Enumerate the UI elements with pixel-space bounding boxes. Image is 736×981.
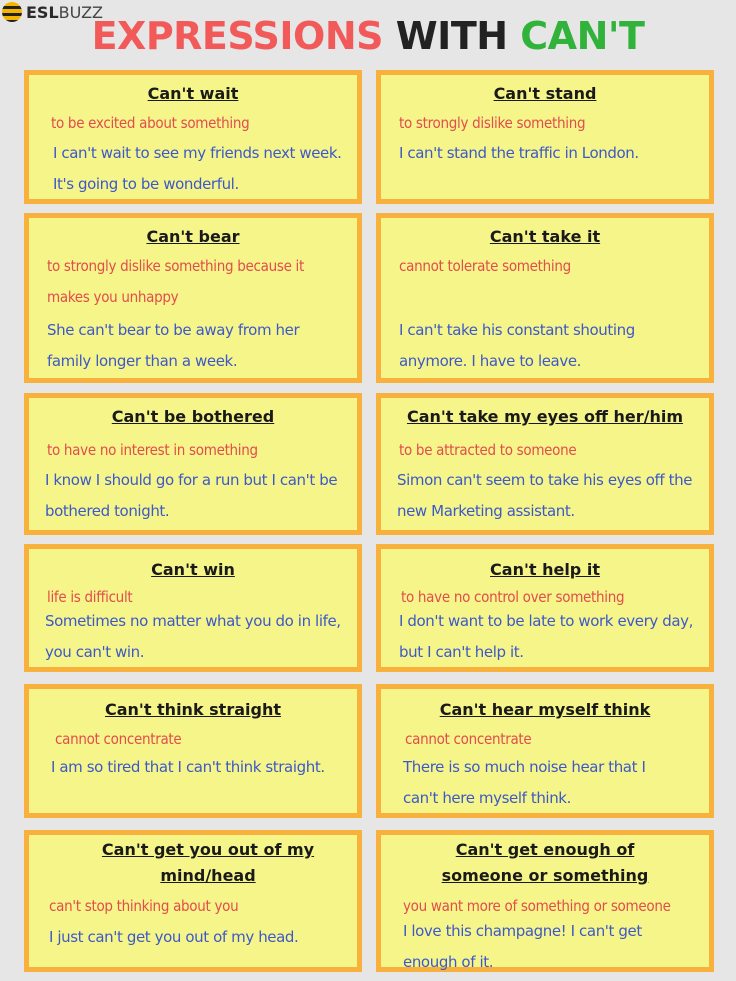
card-meaning: life is difficult: [47, 588, 133, 606]
card-heading: Can't help it: [490, 560, 600, 579]
card-heading: Can't take my eyes off her/him: [406, 407, 684, 426]
card-meaning: cannot concentrate: [405, 730, 532, 748]
card-example: I am so tired that I can't think straight.: [51, 758, 325, 776]
brand-name-bold: ESL: [26, 2, 59, 22]
card-cant-take-it: [376, 213, 714, 383]
card-cant-get-you-out-of-my-mind: [24, 830, 362, 972]
card-cant-help-it: [376, 544, 714, 672]
card-meaning: you want more of something or someone: [403, 897, 671, 915]
title-part-cant: CAN'T: [520, 14, 645, 58]
card-heading: Can't hear myself think: [439, 700, 651, 719]
card-meaning: to have no interest in something: [47, 441, 258, 459]
card-example: I can't stand the traffic in London.: [399, 144, 639, 162]
card-cant-hear-myself-think: [376, 684, 714, 818]
card-meaning: to be excited about something: [51, 114, 250, 132]
card-example: I don't want to be late to work every day, but I can't help it.: [399, 612, 693, 661]
card-meaning: to strongly dislike something because it makes you unhappy: [47, 257, 304, 306]
card-heading: Can't get enough of someone or something: [441, 840, 649, 885]
card-cant-stand: [376, 70, 714, 204]
card-cant-win: [24, 544, 362, 672]
card-cant-take-my-eyes-off: [376, 393, 714, 535]
card-example: I can't take his constant shouting anymore. I have to leave.: [399, 321, 635, 370]
card-example: I can't wait to see my friends next week. It's going to be wonderful.: [53, 144, 342, 193]
brand-name-thin: BUZZ: [58, 2, 103, 22]
card-heading: Can't think straight: [104, 700, 281, 719]
card-heading: Can't bear: [146, 227, 240, 246]
card-heading: Can't win: [151, 560, 235, 579]
page-title: [0, 14, 736, 58]
title-part-expressions: EXPRESSIONS: [91, 14, 384, 58]
card-heading: Can't be bothered: [111, 407, 275, 426]
card-cant-get-enough: [376, 830, 714, 972]
card-example: There is so much noise hear that I can't here myself think.: [403, 758, 646, 807]
card-cant-wait: [24, 70, 362, 204]
card-example: Simon can't seem to take his eyes off the new Marketing assistant.: [397, 471, 693, 520]
card-example: I love this champagne! I can't get enough of it.: [403, 922, 642, 971]
card-heading: Can't stand: [493, 84, 597, 103]
card-heading: Can't get you out of my mind/head: [101, 840, 315, 885]
card-meaning: cannot tolerate something: [399, 257, 571, 275]
card-example: I just can't get you out of my head.: [49, 928, 299, 946]
title-part-with: WITH: [395, 14, 508, 58]
card-heading: Can't wait: [147, 84, 239, 103]
card-meaning: to be attracted to someone: [399, 441, 577, 459]
card-meaning: to strongly dislike something: [399, 114, 586, 132]
card-meaning: can't stop thinking about you: [49, 897, 239, 915]
card-example: I know I should go for a run but I can't be bothered tonight.: [45, 471, 338, 520]
card-cant-bear: [24, 213, 362, 383]
card-meaning: to have no control over something: [401, 588, 625, 606]
card-meaning: cannot concentrate: [55, 730, 182, 748]
card-example: She can't bear to be away from her family longer than a week.: [47, 321, 300, 370]
card-example: Sometimes no matter what you do in life, you can't win.: [45, 612, 341, 661]
card-cant-be-bothered: [24, 393, 362, 535]
card-heading: Can't take it: [489, 227, 601, 246]
card-cant-think-straight: [24, 684, 362, 818]
